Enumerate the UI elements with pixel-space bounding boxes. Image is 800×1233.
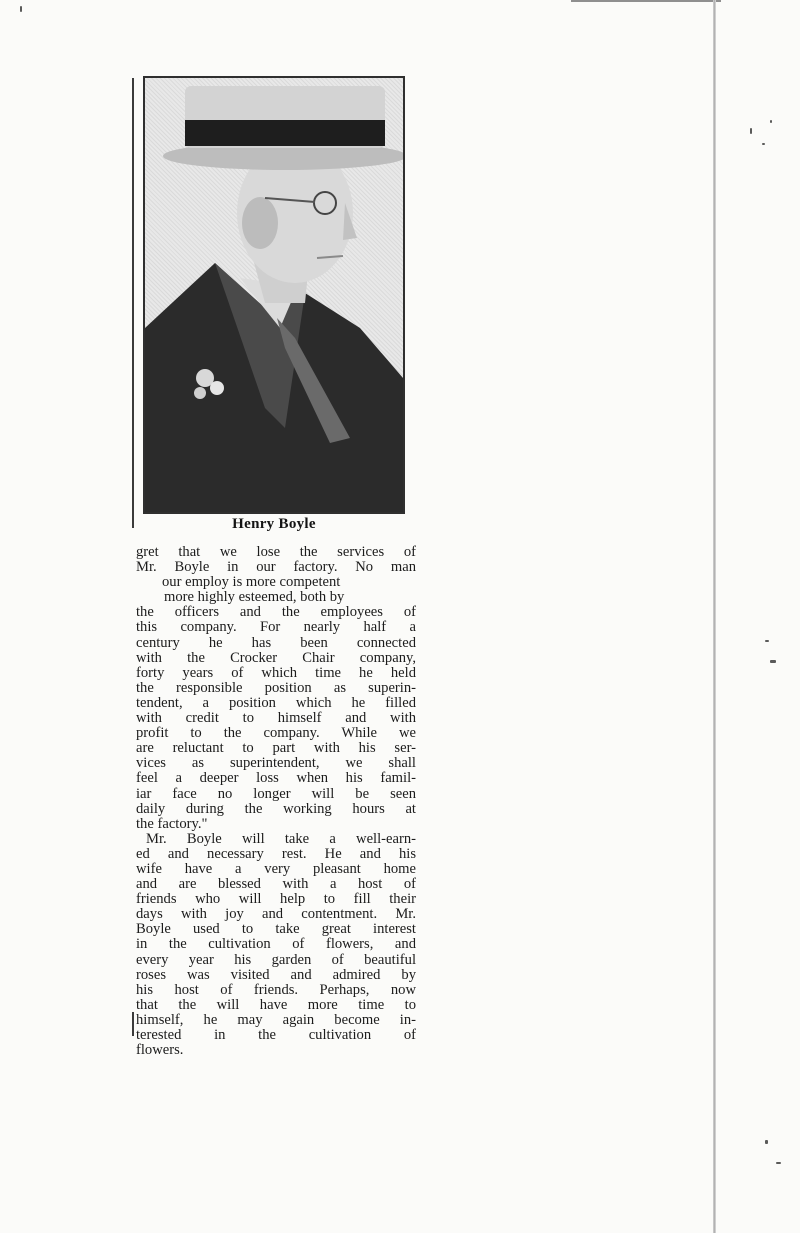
scan-border-top <box>571 0 721 2</box>
article-line: tendent, a position which he filled <box>136 695 416 711</box>
article-line: ed and necessary rest. He and his <box>136 846 416 862</box>
article-line: roses was visited and admired by <box>136 967 416 983</box>
article-line: the factory." <box>136 816 208 832</box>
photo-caption: Henry Boyle <box>232 516 316 532</box>
article-line: that the will have more time to <box>136 997 416 1013</box>
article-line: feel a deeper loss when his famil- <box>136 771 416 787</box>
scan-speck <box>776 1162 781 1164</box>
article-line: his host of friends. Perhaps, now <box>136 982 416 998</box>
article-line: in the cultivation of flowers, and <box>136 937 416 953</box>
scan-speck <box>750 128 752 134</box>
article-line: daily during the working hours at <box>136 801 416 817</box>
article-line: this company. For nearly half a <box>136 620 416 636</box>
article-line: profit to the company. While we <box>136 726 416 742</box>
article-line: iar face no longer will be seen <box>136 786 416 802</box>
article-body <box>136 545 416 1058</box>
scan-speck <box>770 120 772 123</box>
article-line: gret that we lose the services of <box>136 545 416 560</box>
article-line: are reluctant to part with his ser- <box>136 741 416 757</box>
article-line: days with joy and contentment. Mr. <box>136 907 416 923</box>
article-line: Boyle used to take great interest <box>136 922 416 938</box>
article-line: our employ is more competent <box>162 575 341 591</box>
article-line: century he has been connected <box>136 635 416 651</box>
article-line: the officers and the employees of <box>136 605 416 621</box>
article-line: Mr. Boyle in our factory. No man <box>136 560 416 576</box>
column-rule-upper <box>132 78 134 528</box>
article-line: every year his garden of beautiful <box>136 952 416 968</box>
scan-border-right <box>713 0 716 1233</box>
article-line: the responsible position as superin- <box>136 680 416 696</box>
article-line: friends who will help to fill their <box>136 892 416 908</box>
article-line: vices as superintendent, we shall <box>136 756 416 772</box>
scan-speck <box>762 143 765 145</box>
scan-speck <box>770 660 776 663</box>
article-line: with credit to himself and with <box>136 711 416 727</box>
article-line: terested in the cultivation of <box>136 1028 416 1043</box>
scan-speck <box>765 1140 768 1144</box>
portrait-photo <box>143 76 405 514</box>
scan-speck <box>20 6 22 12</box>
scan-speck <box>765 640 769 642</box>
article-line: himself, he may again become in- <box>136 1012 416 1028</box>
article-line: and are blessed with a host of <box>136 877 416 893</box>
article-line: Mr. Boyle will take a well-earn- <box>146 831 416 847</box>
article-line: forty years of which time he held <box>136 665 416 681</box>
article-line: flowers. <box>136 1043 184 1059</box>
article-line: with the Crocker Chair company, <box>136 650 416 666</box>
article-line: wife have a very pleasant home <box>136 861 416 877</box>
article-line: more highly esteemed, both by <box>164 590 345 606</box>
column-rule-lower <box>132 1012 134 1036</box>
